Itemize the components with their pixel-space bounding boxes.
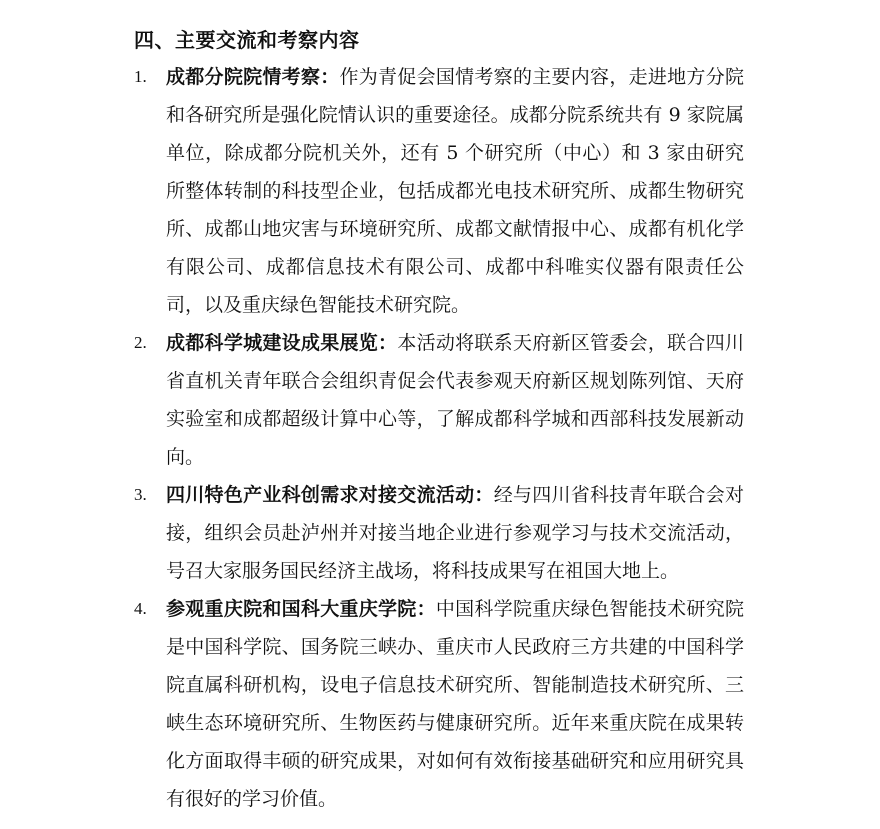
item-body: 本活动将联系天府新区管委会，联合四川省直机关青年联合会组织青促会代表参观天府新区规划陈列馆、天府实验室和成都超级计算中心等，了解成都科学城和西部科技发展新动向。 <box>166 332 744 468</box>
item-number: 2. <box>134 333 147 352</box>
item-body: 经与四川省科技青年联合会对接，组织会员赴泸州并对接当地企业进行参观学习与技术交流活动，号召大家服务国民经济主战场，将科技成果写在祖国大地上。 <box>166 484 744 582</box>
item-number: 1. <box>134 67 147 86</box>
section-heading: 四、主要交流和考察内容 <box>134 28 360 52</box>
item-title: 成都分院院情考察： <box>166 66 340 88</box>
item-title: 成都科学城建设成果展览： <box>166 332 398 354</box>
item-number: 3. <box>134 485 147 504</box>
item-body: 作为青促会国情考察的主要内容，走进地方分院和各研究所是强化院情认识的重要途径。成都分院系统共有 9 家院属单位，除成都分院机关外，还有 5 个研究所（中心）和 3 家由研究所整体转制的科技型企业，包括成都光电技术研究所、成都生物研究所、成都山地灾害与环境研究所、成都文献情报中心、成都有机化学有限公司、成都信息技术有限公司、成都中科唯实仪器有限责任公司，以及重庆绿色智能技术研究院。 <box>166 66 744 316</box>
item-body: 中国科学院重庆绿色智能技术研究院是中国科学院、国务院三峡办、重庆市人民政府三方共建的中国科学院直属科研机构，设电子信息技术研究所、智能制造技术研究所、三峡生态环境研究所、生物医药与健康研究所。近年来重庆院在成果转化方面取得丰硕的研究成果，对如何有效衔接基础研究和应用研究具有很好的学习价值。 <box>166 598 744 810</box>
list-item <box>134 58 744 324</box>
item-title: 四川特色产业科创需求对接交流活动： <box>166 484 494 506</box>
item-title: 参观重庆院和国科大重庆学院： <box>166 598 436 620</box>
list-item <box>134 476 744 590</box>
list-item <box>134 590 744 818</box>
content-list <box>134 58 744 818</box>
item-number: 4. <box>134 599 147 618</box>
list-item <box>134 324 744 476</box>
